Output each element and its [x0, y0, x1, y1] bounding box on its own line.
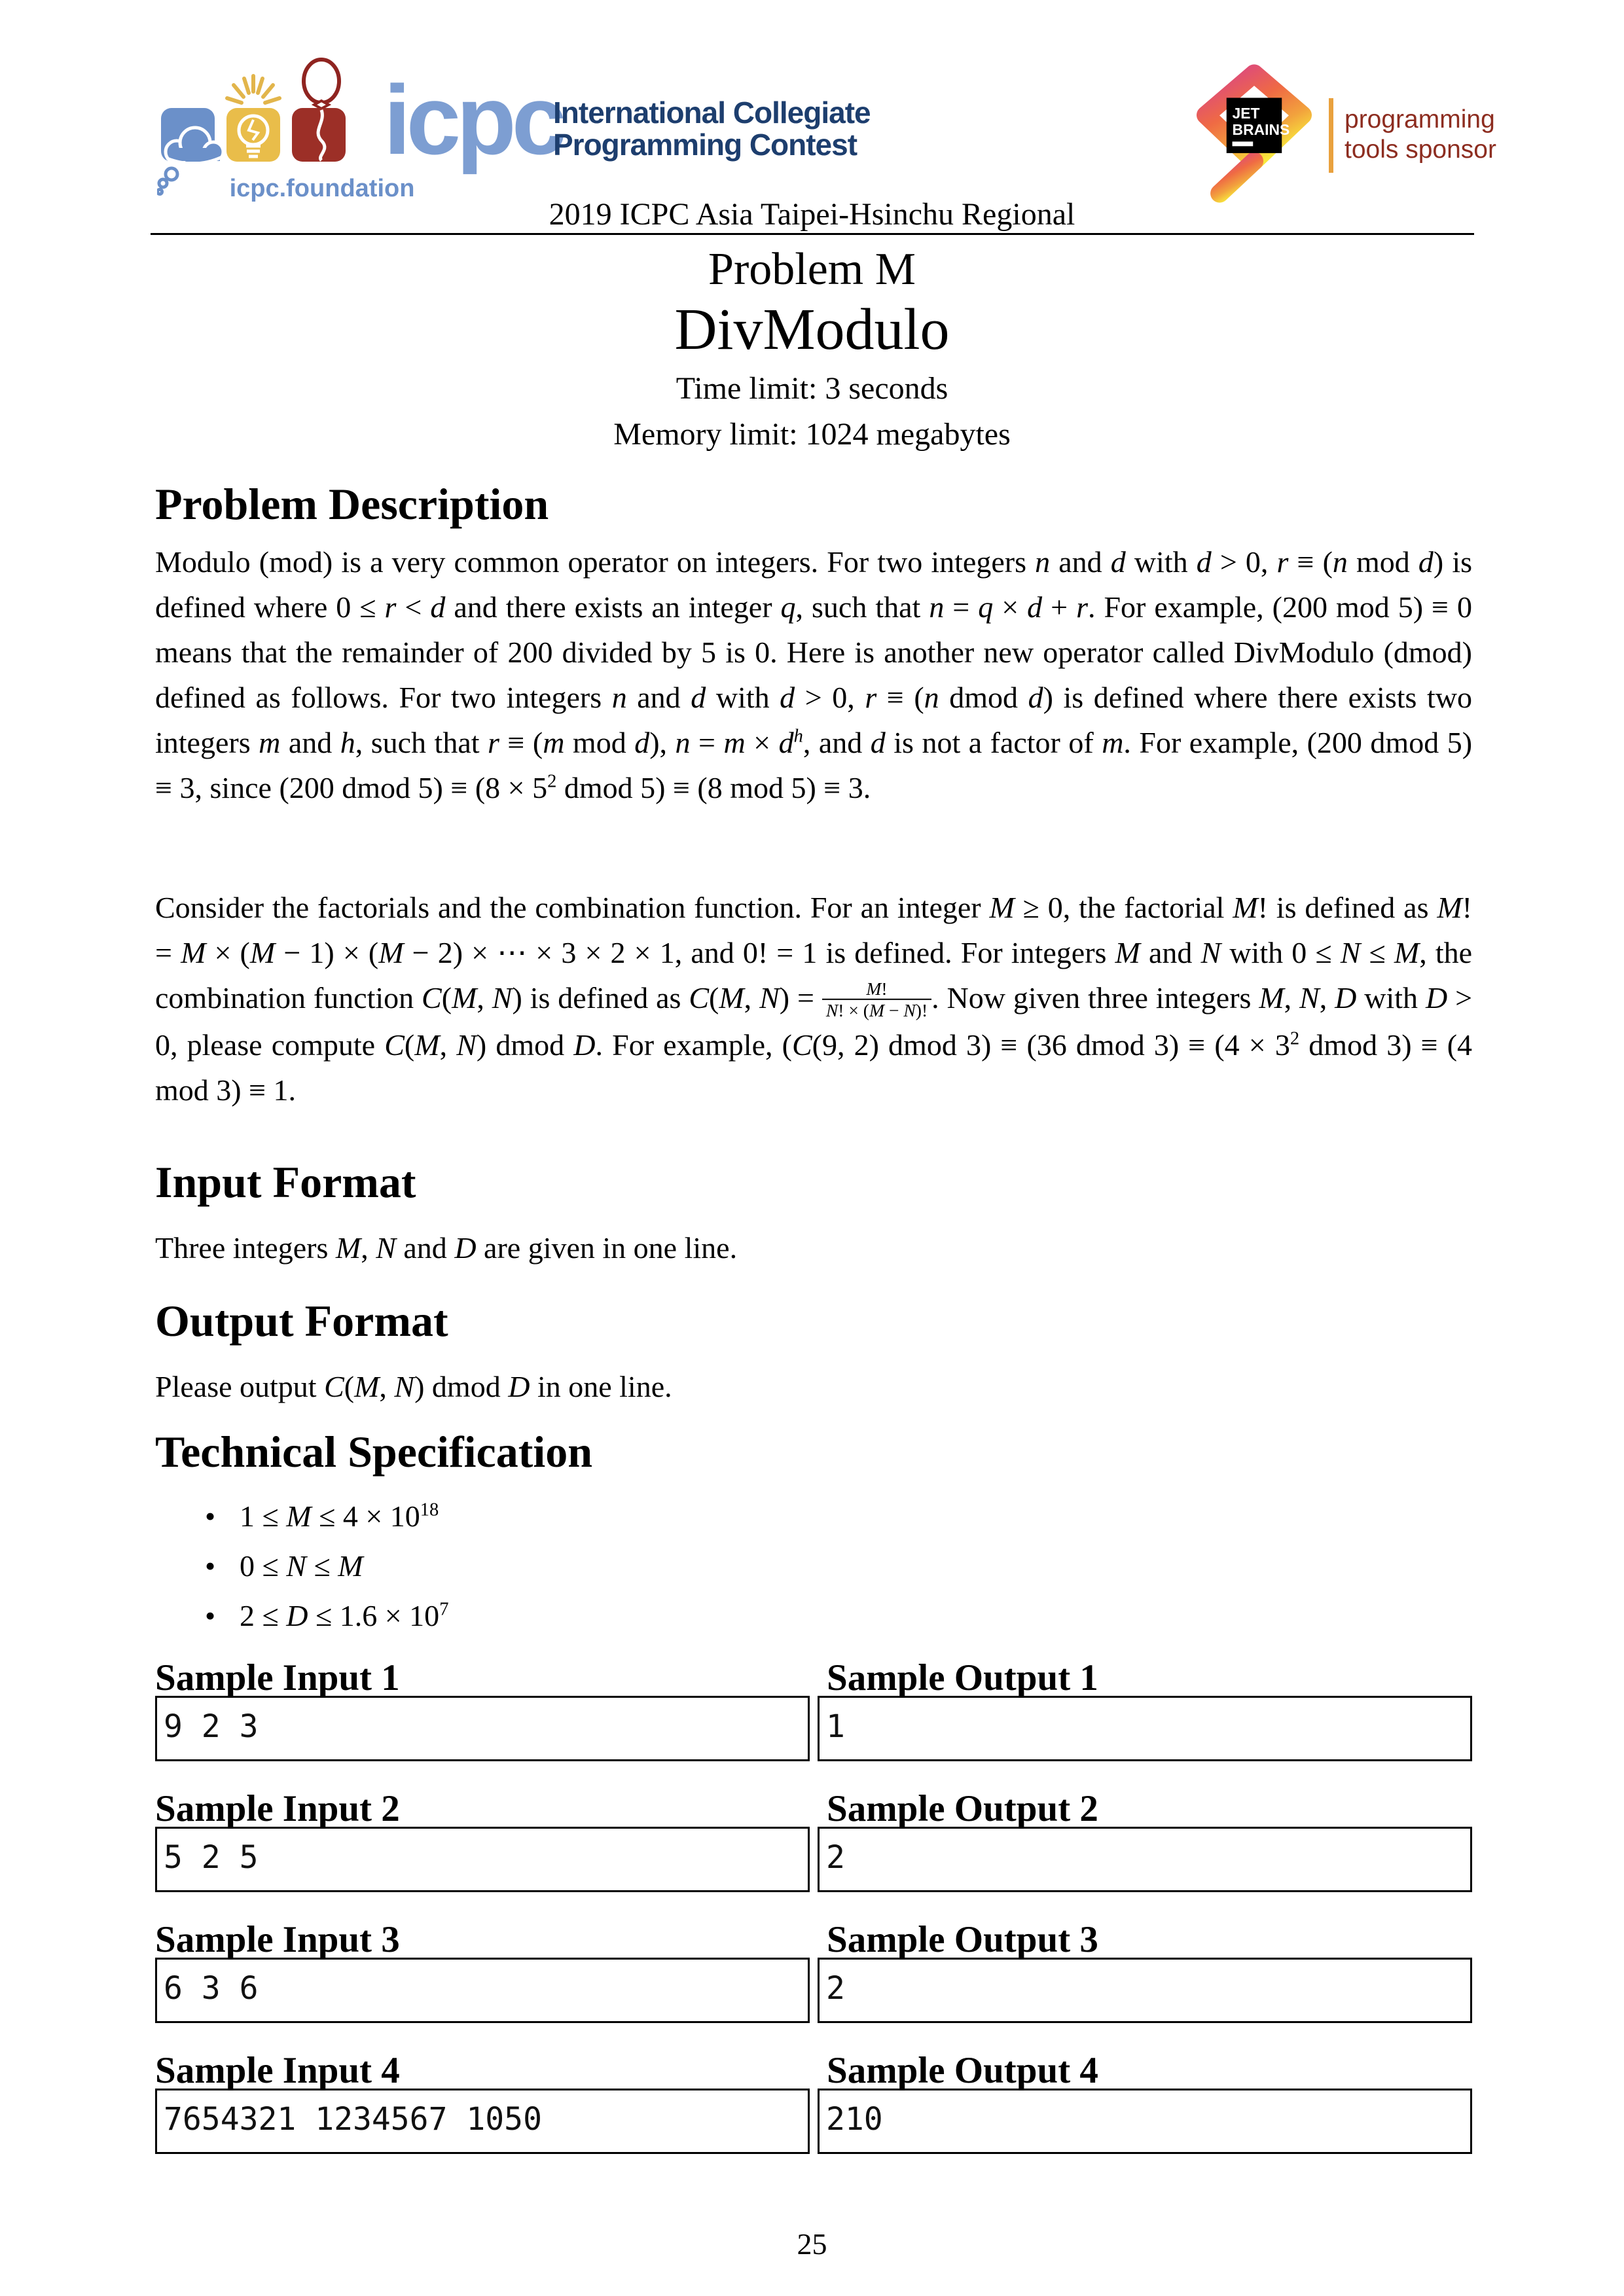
sample-output-heading-1: Sample Output 1 — [827, 1657, 1098, 1698]
sample-output-box-3: 2 — [818, 1958, 1472, 2023]
sunrays-icon — [227, 76, 280, 103]
spec-bullet-item: • $2 \le D \le 1.6 \times 10^7$ — [155, 1593, 1472, 1639]
samples-section — [155, 1657, 1472, 2183]
section-heading-input-format: Input Format — [155, 1157, 416, 1207]
sponsor-label-line2: tools sponsor — [1344, 135, 1496, 164]
section-heading-output-format: Output Format — [155, 1296, 448, 1346]
foundation-label: icpc.foundation — [229, 175, 415, 202]
icpc-wordmark: icpc — [384, 65, 562, 175]
page-number: 25 — [797, 2227, 827, 2261]
time-limit: Time limit: 3 seconds — [676, 371, 948, 406]
contest-title: 2019 ICPC Asia Taipei-Hsinchu Regional — [549, 197, 1075, 232]
sample-input-heading-2: Sample Input 2 — [155, 1788, 400, 1829]
description-paragraph-2: Consider the factorials and the combination function. For an integer M ≥ 0, the factorial M! is defined as M! = M × (M − 1) × (M − 2) × ⋯ × 3 × 2 × 1, and 0! = 1 is defined. For integers M and N with 0 ≤ N ≤ M, the combination function C(M, N) is defined as C(M, N) = $\frac{M!}{N! \times (M - N)!}$ . Now given three integers M, N, D with D > 0, please compute C(M, N) dmod D. For example, (C(9, 2) dmod 3) ≡ (36 dmod $3) \equiv (4 \times 3^2$ dmod 3) ≡ (4 mod 3) ≡ 1. — [155, 891, 1473, 1107]
header-rule — [151, 233, 1474, 235]
sample-input-box-2: 5 2 5 — [155, 1827, 810, 1892]
sample-row-3 — [155, 1919, 1472, 2023]
sample-input-box-3: 6 3 6 — [155, 1958, 810, 2023]
sample-output-box-4: 210 — [818, 2089, 1472, 2154]
sample-input-heading-4: Sample Input 4 — [155, 2050, 400, 2091]
icpc-name — [553, 97, 871, 161]
sample-input-box-1: 9 2 3 — [155, 1696, 810, 1761]
icpc-name-line1: International Collegiate — [553, 96, 871, 130]
description-paragraph-1: Modulo (mod) is a very common operator on integers. For two integers n and d with d > 0, r ≡ (n mod d) is defined where 0 ≤ r < d and there exists an integer q, such that n = q × d + r. For example, (200 mod 5) ≡ 0 means that the remainder of 200 divided by 5 is 0. Here is another new operator called DivModulo (dmod) defined as follows. For two integers n and d with d > 0, r ≡ (n dmod d) is defined where there exists two integers m and h, such that r ≡ (m mod d), $n = m \times d^h$, and d is not a factor of m. For example, (200 dmod 5) ≡ 3, since (200 dmod $5) \equiv (8 \times 5^2$ dmod 5) ≡ (8 mod 5) ≡ 3. — [155, 545, 1473, 804]
spec-bullet-item: • 0 ≤ N ≤ M — [155, 1543, 1472, 1589]
sponsor-label-line1: programming — [1344, 105, 1495, 134]
sample-output-heading-3: Sample Output 3 — [827, 1919, 1098, 1960]
output-format-body: Please output C(M, N) dmod D in one line. — [155, 1370, 672, 1403]
sample-output-box-2: 2 — [818, 1827, 1472, 1892]
sample-output-heading-4: Sample Output 4 — [827, 2050, 1098, 2091]
sample-row-1 — [155, 1657, 1472, 1761]
sample-output-heading-2: Sample Output 2 — [827, 1788, 1098, 1829]
sample-input-box-4: 7654321 1234567 1050 — [155, 2089, 810, 2154]
memory-limit: Memory limit: 1024 megabytes — [613, 417, 1011, 452]
sample-input-heading-3: Sample Input 3 — [155, 1919, 400, 1960]
section-heading-technical-specification: Technical Specification — [155, 1427, 593, 1477]
icpc-name-line2: Programming Contest — [553, 128, 857, 162]
sample-input-heading-1: Sample Input 1 — [155, 1657, 400, 1698]
balloon-icon — [304, 60, 339, 109]
problem-label: Problem M — [708, 244, 916, 295]
jetbrains-text-jet: JET — [1232, 105, 1260, 122]
spec-bullet-list — [155, 1494, 1472, 1643]
section-heading-problem-description: Problem Description — [155, 479, 549, 529]
problem-title: DivModulo — [674, 297, 950, 362]
input-format-body: Three integers M, N and D are given in one line. — [155, 1231, 738, 1265]
sample-row-2 — [155, 1788, 1472, 1892]
spec-bullet-item: • $1 \le M \le 4 \times 10^{18}$ — [155, 1494, 1472, 1539]
sample-row-4 — [155, 2050, 1472, 2154]
sponsor-label — [1344, 105, 1496, 165]
sample-output-box-1: 1 — [818, 1696, 1472, 1761]
sponsor-divider — [1329, 98, 1333, 173]
jetbrains-logo-icon — [1197, 64, 1312, 203]
jetbrains-text-brains: BRAINS — [1232, 120, 1290, 138]
